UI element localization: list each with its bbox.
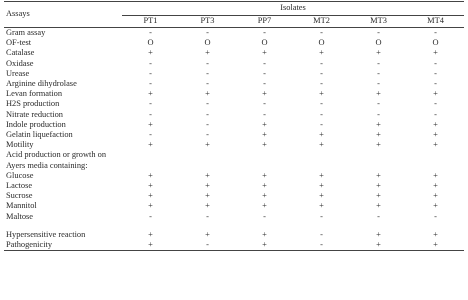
result-cell: - — [320, 229, 323, 239]
result-cell: - — [434, 211, 437, 221]
result-cell: - — [263, 99, 266, 109]
result-cell: + — [433, 119, 438, 129]
result-cell: - — [149, 28, 152, 37]
assay-name-cell — [4, 222, 122, 230]
result-cell — [293, 161, 350, 171]
assay-name-cell: H2S production — [6, 99, 60, 109]
result-cell: - — [206, 211, 209, 221]
result-cell — [179, 150, 236, 160]
result-cell: O — [147, 38, 154, 48]
assay-name-cell: Ayers media containing: — [6, 160, 88, 170]
result-cell: O — [375, 38, 382, 48]
result-cell: - — [434, 68, 437, 78]
result-cell: + — [350, 240, 407, 251]
result-cell: + — [262, 181, 267, 191]
result-cell: + — [205, 48, 210, 58]
result-cell: + — [433, 229, 438, 239]
assay-name-cell: Catalase — [6, 48, 35, 58]
table-row — [4, 150, 464, 160]
table-row — [4, 201, 464, 211]
table-row — [4, 140, 464, 150]
result-cell: + — [262, 229, 267, 239]
result-cell: + — [148, 229, 153, 239]
result-cell: - — [263, 58, 266, 68]
result-cell: + — [433, 181, 438, 191]
result-cell: + — [376, 191, 381, 201]
assay-name-cell: Motility — [6, 140, 34, 150]
result-cell: + — [148, 48, 153, 58]
result-cell: + — [376, 89, 381, 99]
assay-name-cell: Sucrose — [6, 191, 33, 201]
result-cell — [350, 222, 407, 230]
isolate-header: MT3 — [350, 16, 407, 28]
result-cell: + — [433, 89, 438, 99]
result-cell: - — [206, 109, 209, 119]
result-cell: - — [377, 28, 380, 37]
result-cell — [407, 161, 464, 171]
assay-results-table — [4, 1, 464, 251]
result-cell: - — [206, 79, 209, 89]
result-cell: - — [320, 28, 323, 37]
result-cell: - — [206, 99, 209, 109]
table-row — [4, 240, 464, 251]
table-row — [4, 120, 464, 130]
result-cell: + — [376, 119, 381, 129]
table-row — [4, 161, 464, 171]
assay-name-cell: Arginine dihydrolase — [6, 79, 77, 89]
result-cell: - — [149, 58, 152, 68]
assay-name-cell: Urease — [6, 68, 30, 78]
header-row-isolates — [4, 2, 464, 16]
result-cell: - — [320, 109, 323, 119]
table-row — [4, 110, 464, 120]
result-cell: - — [206, 58, 209, 68]
table-row — [4, 171, 464, 181]
isolate-header: MT2 — [293, 16, 350, 28]
assay-table-container — [0, 1, 468, 300]
result-cell: + — [205, 191, 210, 201]
result-cell — [236, 150, 293, 160]
result-cell: + — [433, 48, 438, 58]
result-cell: + — [205, 89, 210, 99]
result-cell: - — [377, 109, 380, 119]
result-cell: + — [319, 48, 324, 58]
result-cell: + — [376, 48, 381, 58]
result-cell: + — [319, 170, 324, 180]
assay-name-cell: Glucose — [6, 170, 34, 180]
result-cell: - — [320, 119, 323, 129]
result-cell: - — [206, 68, 209, 78]
result-cell: + — [376, 181, 381, 191]
isolate-header: PT3 — [179, 16, 236, 28]
result-cell: + — [148, 140, 153, 150]
result-cell: - — [434, 99, 437, 109]
result-cell: - — [206, 28, 209, 37]
result-cell: + — [376, 170, 381, 180]
result-cell: + — [433, 201, 438, 211]
result-cell: + — [205, 229, 210, 239]
result-cell — [122, 161, 179, 171]
isolates-group-header: Isolates — [122, 2, 464, 16]
assay-name-cell: Pathogenicity — [4, 240, 122, 251]
result-cell — [179, 161, 236, 171]
result-cell — [179, 222, 236, 230]
result-cell: - — [263, 68, 266, 78]
result-cell: + — [262, 119, 267, 129]
result-cell — [407, 150, 464, 160]
result-cell: - — [179, 240, 236, 251]
table-row — [4, 38, 464, 48]
result-cell: - — [149, 79, 152, 89]
result-cell: - — [320, 68, 323, 78]
assay-name-cell: Hypersensitive reaction — [6, 229, 86, 239]
result-cell: + — [262, 201, 267, 211]
table-row — [4, 48, 464, 58]
result-cell: + — [148, 191, 153, 201]
result-cell: - — [149, 99, 152, 109]
result-cell: - — [149, 211, 152, 221]
assay-table-body — [4, 28, 464, 251]
table-row — [4, 69, 464, 79]
assay-name-cell: Maltose — [6, 211, 33, 221]
result-cell: + — [262, 191, 267, 201]
result-cell: + — [148, 181, 153, 191]
result-cell: + — [205, 201, 210, 211]
result-cell: + — [262, 170, 267, 180]
result-cell: - — [377, 99, 380, 109]
result-cell — [236, 222, 293, 230]
result-cell: + — [148, 119, 153, 129]
result-cell: + — [407, 240, 464, 251]
assay-name-cell: Mannitol — [6, 201, 37, 211]
result-cell: + — [319, 181, 324, 191]
assay-name-cell: Nitrate reduction — [6, 109, 63, 119]
table-row — [4, 130, 464, 140]
result-cell: + — [433, 130, 438, 140]
result-cell: O — [204, 38, 211, 48]
table-row — [4, 222, 464, 230]
result-cell: - — [434, 109, 437, 119]
result-cell: + — [148, 170, 153, 180]
result-cell: + — [262, 89, 267, 99]
assay-name-cell: Oxidase — [6, 58, 34, 68]
result-cell: - — [206, 130, 209, 140]
isolate-header: PT1 — [122, 16, 179, 28]
result-cell: - — [377, 79, 380, 89]
assays-column-header: Assays — [4, 2, 122, 28]
assay-name-cell: Levan formation — [6, 89, 63, 99]
result-cell: - — [149, 130, 152, 140]
result-cell: - — [263, 211, 266, 221]
result-cell: + — [319, 130, 324, 140]
table-row — [4, 89, 464, 99]
assay-name-cell: OF-test — [6, 38, 32, 48]
result-cell: - — [149, 109, 152, 119]
result-cell: - — [320, 99, 323, 109]
result-cell: + — [376, 201, 381, 211]
result-cell: + — [376, 229, 381, 239]
assay-name-cell: Gram assay — [6, 28, 46, 37]
result-cell — [293, 222, 350, 230]
result-cell — [122, 222, 179, 230]
result-cell: - — [263, 28, 266, 37]
assay-name-cell: Lactose — [6, 181, 33, 191]
result-cell: + — [319, 140, 324, 150]
result-cell: O — [432, 38, 439, 48]
result-cell: + — [319, 89, 324, 99]
result-cell — [407, 222, 464, 230]
result-cell: + — [148, 201, 153, 211]
result-cell: - — [263, 109, 266, 119]
result-cell: + — [433, 170, 438, 180]
result-cell: - — [293, 240, 350, 251]
result-cell — [350, 161, 407, 171]
result-cell: - — [263, 79, 266, 89]
result-cell: - — [206, 119, 209, 129]
result-cell: + — [319, 201, 324, 211]
result-cell: + — [319, 191, 324, 201]
result-cell: + — [433, 140, 438, 150]
result-cell — [122, 150, 179, 160]
result-cell: - — [434, 28, 437, 37]
result-cell: - — [377, 68, 380, 78]
result-cell — [236, 161, 293, 171]
result-cell: + — [262, 130, 267, 140]
table-row — [4, 191, 464, 201]
result-cell — [293, 150, 350, 160]
result-cell: + — [205, 181, 210, 191]
result-cell: + — [205, 170, 210, 180]
table-row — [4, 59, 464, 69]
isolate-header: PP7 — [236, 16, 293, 28]
table-row — [4, 181, 464, 191]
result-cell: - — [377, 58, 380, 68]
result-cell: - — [320, 211, 323, 221]
result-cell: + — [122, 240, 179, 251]
result-cell: - — [320, 79, 323, 89]
table-row — [4, 28, 464, 39]
table-row — [4, 230, 464, 240]
result-cell: + — [148, 89, 153, 99]
result-cell — [350, 150, 407, 160]
result-cell: - — [320, 58, 323, 68]
result-cell: + — [205, 140, 210, 150]
result-cell: - — [377, 211, 380, 221]
result-cell: O — [261, 38, 268, 48]
assay-name-cell: Indole production — [6, 119, 66, 129]
result-cell: + — [262, 48, 267, 58]
result-cell: + — [262, 140, 267, 150]
result-cell: + — [433, 191, 438, 201]
table-row — [4, 79, 464, 89]
result-cell: - — [149, 68, 152, 78]
table-row — [4, 212, 464, 222]
assay-name-cell: Acid production or growth on — [6, 150, 107, 160]
assay-name-cell: Gelatin liquefaction — [6, 130, 73, 140]
result-cell: - — [434, 58, 437, 68]
result-cell: O — [318, 38, 325, 48]
isolate-header: MT4 — [407, 16, 464, 28]
result-cell: + — [376, 140, 381, 150]
table-row — [4, 99, 464, 109]
result-cell: + — [236, 240, 293, 251]
result-cell: + — [376, 130, 381, 140]
result-cell: - — [434, 79, 437, 89]
